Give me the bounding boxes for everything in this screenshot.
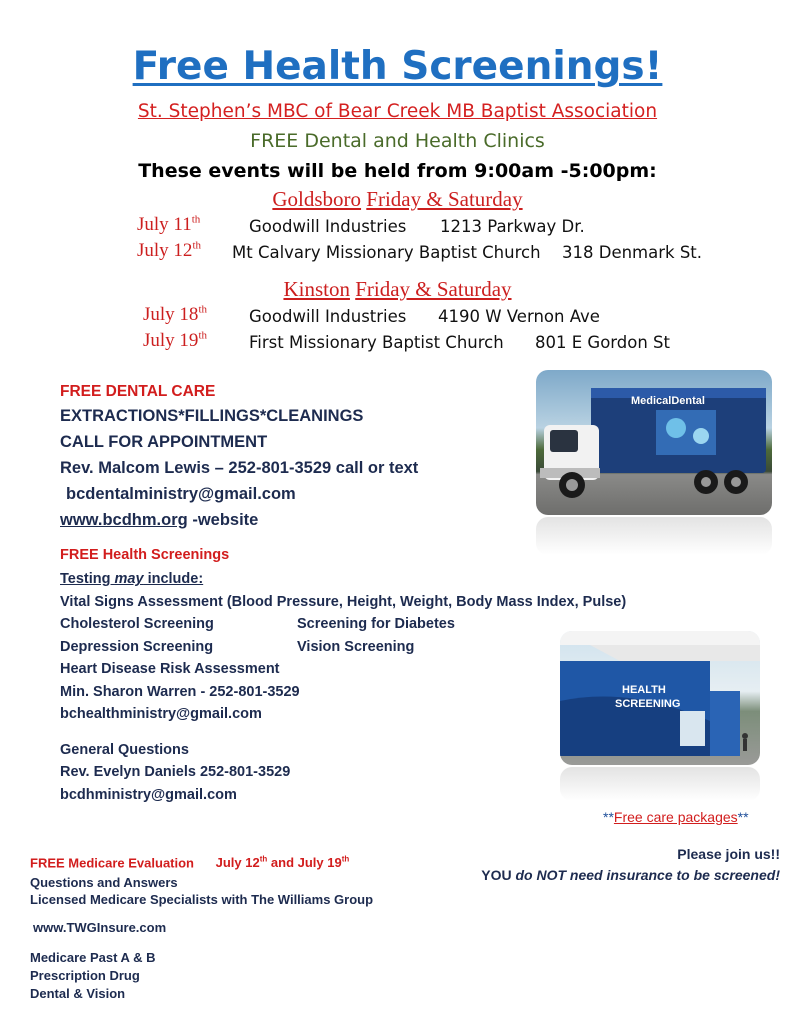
clinics-subtitle: FREE Dental and Health Clinics xyxy=(250,130,545,152)
event-place: Mt Calvary Missionary Baptist Church xyxy=(232,243,541,262)
event-address: 801 E Gordon St xyxy=(535,333,670,352)
event-address: 4190 W Vernon Ave xyxy=(438,307,600,326)
dental-truck-photo xyxy=(536,370,772,515)
care-packages-label[interactable]: Free care packages xyxy=(613,809,738,825)
event-row-kinston-1 xyxy=(143,304,207,326)
insurance-emphasis: do NOT need insurance to be screened! xyxy=(515,867,780,883)
organization-name: St. Stephen’s MBC of Bear Creek MB Baptist Association xyxy=(137,101,658,122)
general-email[interactable]: bcdhministry@gmail.com xyxy=(60,787,237,803)
medicare-drug: Prescription Drug xyxy=(30,968,140,983)
medicare-part: Medicare Past A & B xyxy=(30,950,156,965)
medicare-dates: July 12th and July 19th xyxy=(215,855,350,871)
event-place: Goodwill Industries xyxy=(249,307,407,326)
medicare-dental: Dental & Vision xyxy=(30,986,126,1001)
health-contact: Min. Sharon Warren - 252-801-3529 xyxy=(60,684,300,700)
dental-website-link[interactable]: www.bcdhm.org xyxy=(60,511,188,529)
medicare-heading: FREE Medicare Evaluation xyxy=(30,855,194,871)
medicare-dates-suffix: th xyxy=(341,855,350,864)
testing-line: Testing may include: xyxy=(60,571,204,587)
event-place: Goodwill Industries xyxy=(249,217,407,236)
event-row-goldsboro-1 xyxy=(137,214,200,236)
dental-email[interactable]: bcdentalministry@gmail.com xyxy=(66,485,296,503)
event-date: July 19th xyxy=(143,330,207,352)
health-heading: FREE Health Screenings xyxy=(60,547,230,563)
testing-may: may xyxy=(114,571,144,587)
goldsboro-city: Goldsboro xyxy=(272,187,362,211)
dental-website-suffix: -website xyxy=(187,511,259,529)
medicare-specialists: Licensed Medicare Specialists with The Williams Group xyxy=(30,892,374,907)
dental-call: CALL FOR APPOINTMENT xyxy=(60,433,268,451)
cholesterol-item: Cholesterol Screening xyxy=(60,616,214,632)
heart-item: Heart Disease Risk Assessment xyxy=(60,661,280,677)
vision-item: Vision Screening xyxy=(297,639,415,655)
kinston-days: Friday & Saturday xyxy=(355,277,512,301)
insurance-note: YOU do NOT need insurance to be screened! xyxy=(481,867,780,883)
event-row-kinston-2 xyxy=(143,330,207,352)
dental-website-line xyxy=(60,511,258,530)
photo-reflection xyxy=(560,767,760,801)
kinston-heading xyxy=(0,277,795,302)
medicare-dates-mid: and July 19 xyxy=(267,855,342,871)
truck-label-2: SCREENING xyxy=(615,698,681,710)
dental-heading: FREE DENTAL CARE xyxy=(60,383,216,400)
event-place: First Missionary Baptist Church xyxy=(249,333,504,352)
goldsboro-days: Friday & Saturday xyxy=(366,187,523,211)
kinston-city: Kinston xyxy=(283,277,350,301)
page-title: Free Health Screenings! xyxy=(132,44,663,89)
event-address: 1213 Parkway Dr. xyxy=(440,217,585,236)
general-heading: General Questions xyxy=(60,742,189,758)
photo-reflection xyxy=(536,517,772,555)
join-us: Please join us!! xyxy=(677,846,780,862)
event-address: 318 Denmark St. xyxy=(562,243,703,262)
medicare-website[interactable]: www.TWGInsure.com xyxy=(33,920,167,935)
event-row-goldsboro-2 xyxy=(137,240,201,262)
dental-services: EXTRACTIONS*FILLINGS*CLEANINGS xyxy=(60,407,364,425)
depression-item: Depression Screening xyxy=(60,639,214,655)
vitals-item: Vital Signs Assessment (Blood Pressure, Height, Weight, Body Mass Index, Pulse) xyxy=(60,594,627,610)
truck-label-1: HEALTH xyxy=(622,684,666,696)
event-date: July 11th xyxy=(137,214,201,236)
medicare-heading-line xyxy=(30,855,349,870)
truck-label: MedicalDental xyxy=(631,395,705,407)
health-email[interactable]: bchealthministry@gmail.com xyxy=(60,706,262,722)
event-date: July 18th xyxy=(143,304,207,326)
truck-icon xyxy=(560,631,760,765)
event-hours: These events will be held from 9:00am -5:00pm: xyxy=(138,160,657,182)
general-contact: Rev. Evelyn Daniels 252-801-3529 xyxy=(60,764,291,780)
truck-icon xyxy=(536,370,772,515)
dental-contact: Rev. Malcom Lewis – 252-801-3529 call or text xyxy=(60,459,419,477)
care-packages: **Free care packages** xyxy=(603,809,749,825)
medicare-qa: Questions and Answers xyxy=(30,875,178,890)
event-date: July 12th xyxy=(137,240,201,262)
health-truck-photo xyxy=(560,631,760,765)
diabetes-item: Screening for Diabetes xyxy=(297,616,455,632)
goldsboro-heading xyxy=(0,187,795,212)
